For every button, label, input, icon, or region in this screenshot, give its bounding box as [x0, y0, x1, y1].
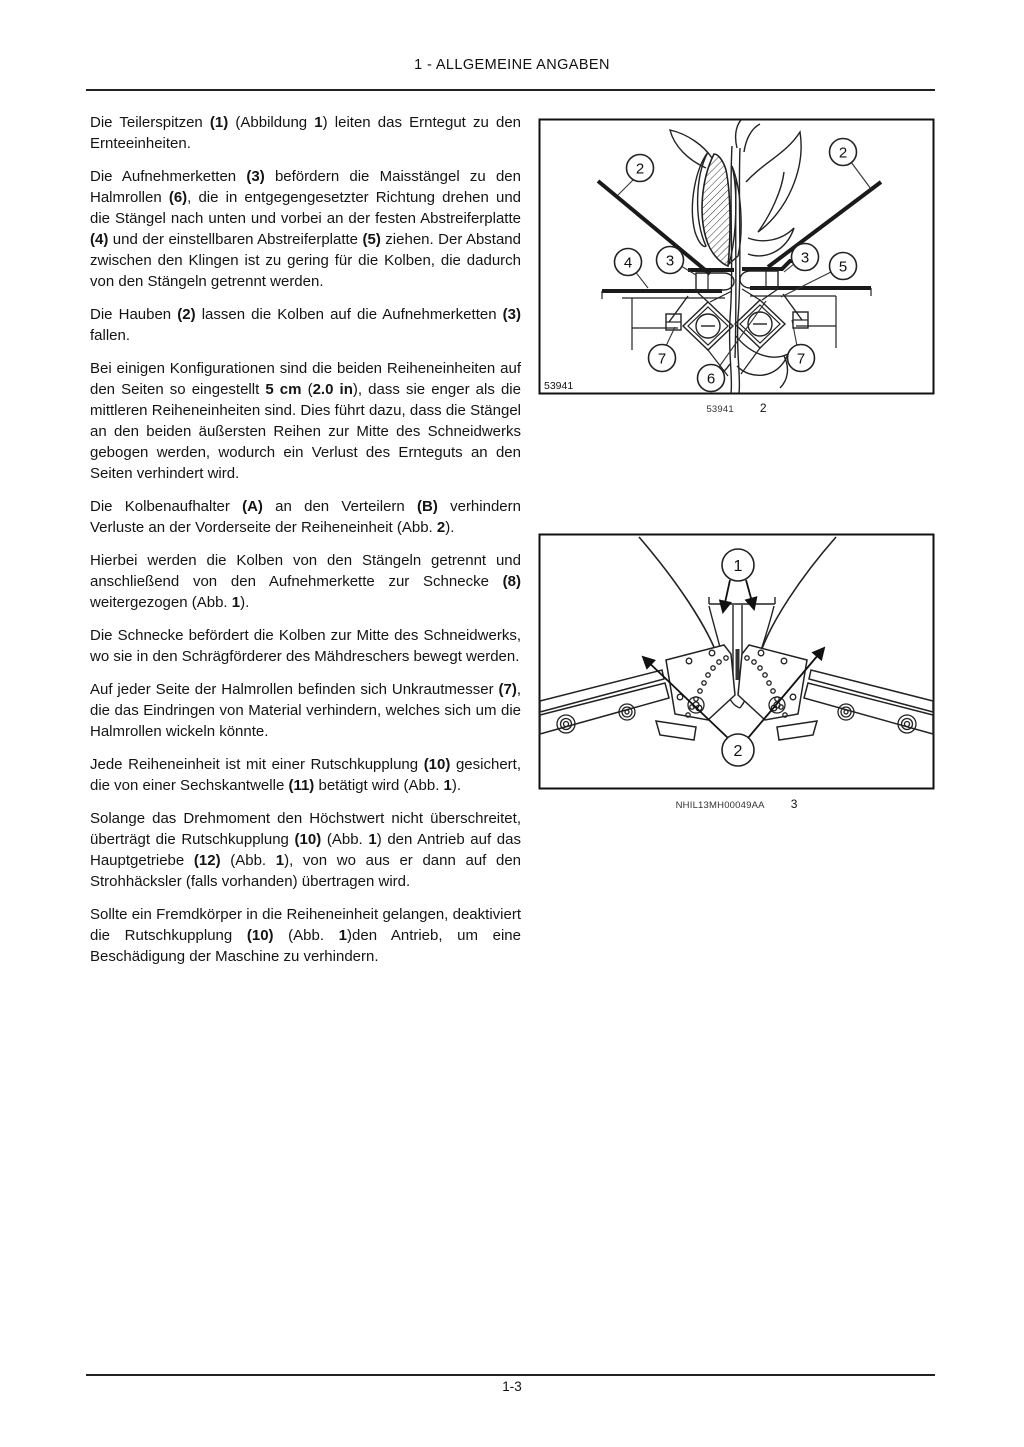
figure-2-drawing [538, 118, 935, 395]
svg-text:2: 2 [838, 144, 848, 162]
paragraph: Die Schnecke befördert die Kolben zur Mitte des Schneidwerks, wo sie in den Schrägförderer des Mähdreschers bewegt werden. [90, 627, 521, 665]
header-rule [86, 89, 935, 91]
figure-2-caption [538, 399, 935, 417]
callout-stalk-rolls [698, 365, 725, 392]
svg-text:6: 6 [706, 370, 716, 388]
figure-3-image-code: NHIL13MH00049AA [675, 800, 765, 811]
svg-text:7: 7 [796, 350, 806, 368]
paragraph: Die Hauben (2) lassen die Kolben auf die Aufnehmerketten (3) fallen. [90, 306, 521, 344]
paragraph: Die Kolbenaufhalter (A) an den Verteilern (B) verhindern Verluste an der Vorderseite der Reiheneinheit (Abb. 2). [90, 498, 521, 536]
paragraph: Bei einigen Konfigurationen sind die beiden Reiheneinheiten auf den Seiten so eingestellt 5 cm (2.0 in), dass sie enger als die mittleren Reiheneinheiten sind. Dies führt dazu, dass die Stängel an den beiden äußersten Reihen zur Mitte des Schneidwerks gebogen werden, wodurch ein Verlust des Ernteguts an den Seiten verhindert wird. [90, 360, 521, 482]
svg-text:7: 7 [657, 350, 667, 368]
figure-3-row-unit-front-view [538, 533, 935, 790]
paragraph: Die Aufnehmerketten (3) befördern die Maisstängel zu den Halmrollen (6), die in entgegengesetzter Richtung drehen und die Stängel nach unten und vorbei an der festen Abstreiferplatte (4) und der einstellbaren Abstreiferplatte (5) ziehen. Der Abstand zwischen den Klingen ist zu gering für die Kolben, die dadurch von den Stängeln getrennt werden. [90, 168, 522, 290]
figure-2-inner-label: 53941 [544, 380, 574, 392]
callout-hood-right [830, 139, 857, 166]
svg-text:3: 3 [800, 249, 810, 267]
callout-knife-right [788, 345, 815, 372]
figure-2-image-code: 53941 [706, 404, 734, 415]
paragraph: Jede Reiheneinheit ist mit einer Rutschkupplung (10) gesichert, die von einer Sechskantwelle (11) betätigt wird (Abb. 1). [90, 756, 521, 794]
callout-adjustable-plate [830, 253, 857, 280]
footer-rule [86, 1374, 935, 1376]
callout-fixed-plate [615, 249, 642, 276]
callout-knife-left [649, 345, 676, 372]
svg-text:1: 1 [733, 558, 743, 575]
paragraph: Hierbei werden die Kolben von den Stängeln getrennt und anschließend von den Aufnehmerkette zur Schnecke (8) weitergezogen (Abb. 1). [90, 552, 521, 611]
figure-3-caption [538, 795, 935, 813]
paragraph: Sollte ein Fremdkörper in die Reiheneinheit gelangen, deaktiviert die Rutschkupplung (10) (Abb. 1)den Antrieb, um eine Beschädigung der Maschine zu verhindern. [90, 906, 521, 965]
page-header: 1 - ALLGEMEINE ANGABEN [414, 57, 610, 73]
svg-text:4: 4 [623, 254, 633, 272]
callout-chain-left [657, 247, 684, 274]
figure-2-number: 2 [759, 401, 767, 415]
figure-3-number: 3 [790, 797, 798, 811]
svg-text:5: 5 [838, 258, 848, 276]
paragraph: Die Teilerspitzen (1) (Abbildung 1) leiten das Erntegut zu den Ernteeinheiten. [90, 114, 522, 152]
body-text-column [90, 112, 521, 979]
page-number: 1-3 [502, 1379, 522, 1394]
svg-text:3: 3 [665, 252, 675, 270]
figure-3-drawing [538, 533, 935, 790]
paragraph: Auf jeder Seite der Halmrollen befinden sich Unkrautmesser (7), die das Eindringen von Material verhindern, welches sich um die Halmrollen wickeln könnte. [90, 681, 521, 740]
paragraph: Solange das Drehmoment den Höchstwert nicht überschreitet, überträgt die Rutschkupplung (10) (Abb. 1) den Antrieb auf das Hauptgetriebe (12) (Abb. 1), von wo aus er dann auf den Strohhäcksler (falls vorhanden) übertragen wird. [90, 810, 522, 890]
svg-text:2: 2 [733, 743, 743, 760]
figure-2-row-unit-diagram [538, 118, 935, 395]
svg-text:2: 2 [635, 160, 645, 178]
callout-hood-left [627, 155, 654, 182]
callout-chain-right [792, 244, 819, 271]
